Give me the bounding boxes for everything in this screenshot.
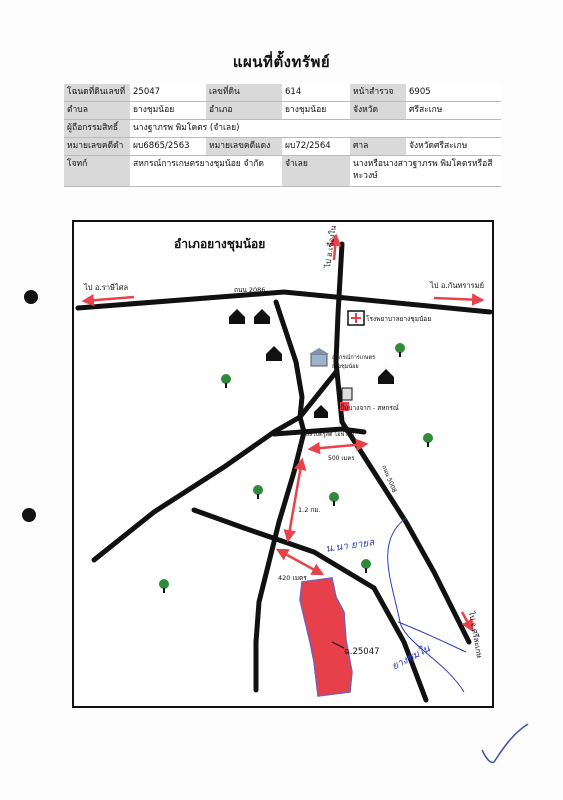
to-north-label: ไป อ.เขื่องใน: [323, 224, 338, 269]
location-map: [72, 220, 494, 708]
value-black-case: ผบ6865/2563: [130, 138, 206, 156]
value-subdistrict: ยางชุมน้อย: [130, 102, 206, 120]
road-2086-label: ถนน 2086: [234, 286, 266, 294]
plot-label: ฉ.25047: [344, 647, 380, 657]
handwritten-note-2: ยางชุมใน: [390, 643, 433, 673]
value-survey-page: 6905: [406, 84, 501, 102]
tree-icon: [361, 559, 371, 573]
value-land-no: 614: [282, 84, 350, 102]
value-plaintiff: สหกรณ์การเกษตรยางชุมน้อย จำกัด: [130, 156, 282, 187]
label-black-case: หมายเลขคดีดำ: [64, 138, 130, 156]
arrow-east: [434, 298, 482, 300]
label-survey-page: หน้าสำรวจ: [350, 84, 406, 102]
tree-icon: [221, 374, 231, 388]
value-red-case: ผบ72/2564: [282, 138, 350, 156]
label-plaintiff: โจทก์: [64, 156, 130, 187]
info-row-case: [64, 138, 501, 156]
tree-icon: [159, 579, 169, 593]
house-icon: [266, 346, 282, 361]
house-icon: [314, 405, 328, 418]
punch-hole-bottom: [22, 508, 36, 522]
coop-label-line2: ยางชุมน้อย: [332, 364, 359, 370]
check-mark: [478, 720, 538, 770]
road-5008-label: ถนน 5008: [380, 464, 398, 494]
house-icon: [254, 309, 270, 324]
road-south: [256, 417, 304, 690]
gas-station-label: ปั๊มบางจาก - สหกรณ์: [340, 404, 399, 412]
info-row-location: [64, 102, 501, 120]
handwritten-note-1: น.นา ยายล: [324, 537, 376, 555]
tree-icon: [329, 492, 339, 506]
property-info-table: [64, 84, 501, 187]
house-icon: [378, 369, 394, 384]
to-sisaket-label: ไป จ.ศรีสะเกษ: [467, 610, 485, 659]
punch-hole-top: [24, 290, 38, 304]
district-title: อำเภอยางชุมน้อย: [174, 237, 266, 251]
label-owner: ผู้ถือกรรมสิทธิ์: [64, 120, 130, 138]
arrow-west: [84, 297, 134, 301]
cooperative-icon: [309, 348, 329, 366]
label-deed-no: โฉนดที่ดินเลขที่: [64, 84, 130, 102]
value-owner: นางฐาภรพ พิมโคตร (จำเลย): [130, 120, 501, 138]
hospital-label: โรงพยาบาลยางชุมน้อย: [366, 315, 432, 323]
value-district: ยางชุมน้อย: [282, 102, 350, 120]
tree-icon: [253, 485, 263, 499]
shop-label: เลสโปตรูสต์ โอฟาร์ม: [304, 432, 355, 438]
coop-label-line1: สหกรณ์การเกษตร: [332, 355, 376, 361]
map-canvas: [74, 222, 492, 706]
tree-icon: [423, 433, 433, 447]
road-network: [78, 244, 490, 700]
label-district: อำเภอ: [206, 102, 282, 120]
page-title: แผนที่ตั้งทรัพย์: [232, 53, 331, 71]
label-subdistrict: ตำบล: [64, 102, 130, 120]
to-kanthararom-label: ไป อ.กันทรารมย์: [430, 281, 485, 290]
land-plot-25047: [300, 578, 352, 696]
road-2086: [78, 292, 490, 312]
distance-1-2km: 1.2 กม.: [298, 506, 321, 514]
tree-icon: [395, 343, 405, 357]
hospital-icon: [348, 311, 364, 325]
value-deed-no: 25047: [130, 84, 206, 102]
info-row-parties: [64, 156, 501, 187]
label-red-case: หมายเลขคดีแดง: [206, 138, 282, 156]
label-land-no: เลขที่ดิน: [206, 84, 282, 102]
info-row-owner: [64, 120, 501, 138]
house-icon: [229, 309, 245, 324]
value-province: ศรีสะเกษ: [406, 102, 501, 120]
value-defendant: นางหรือนางสาวฐาภรพ พิมโคตรหรือสีหะวงษ์: [350, 156, 501, 187]
label-defendant: จำเลย: [282, 156, 350, 187]
label-court: ศาล: [350, 138, 406, 156]
value-court: จังหวัดศรีสะเกษ: [406, 138, 501, 156]
distance-500m: 500 เมตร: [328, 455, 355, 462]
label-province: จังหวัด: [350, 102, 406, 120]
distance-420m: 420 เมตร: [278, 574, 307, 582]
info-row-deed: [64, 84, 501, 102]
to-rasi-salai-label: ไป อ.ราษีไศล: [84, 283, 129, 292]
